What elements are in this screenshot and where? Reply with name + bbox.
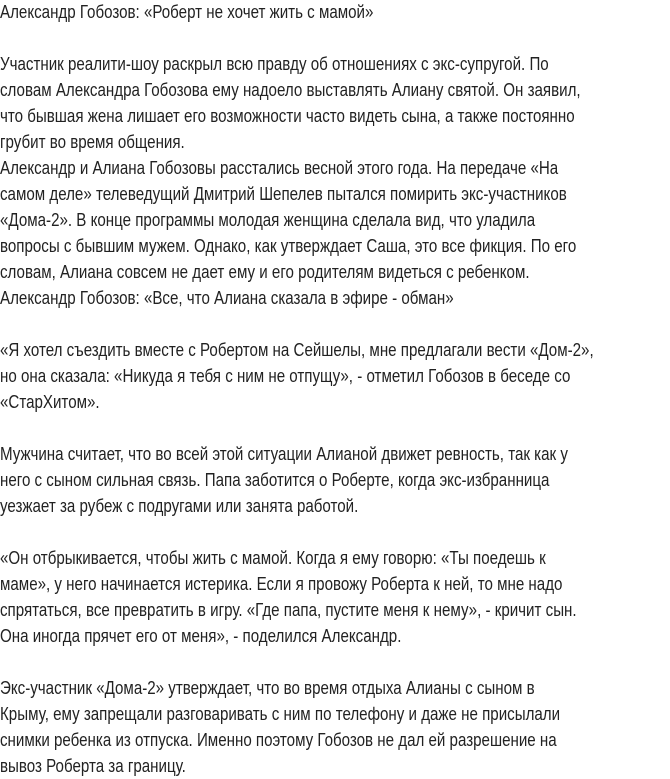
paragraph-line: словам Александра Гобозова ему надоело выставлять Алиану святой. Он заявил,	[0, 80, 581, 100]
paragraph-line: «СтарХитом».	[0, 392, 100, 412]
paragraph-line: самом деле» телеведущий Дмитрий Шепелев пытался помирить экс-участников	[0, 184, 567, 204]
spacer	[0, 311, 670, 337]
paragraph-1	[0, 51, 670, 311]
paragraph-line: маме», у него начинается истерика. Если я провожу Роберта к ней, то мне надо	[0, 574, 563, 594]
paragraph-line: снимки ребенка из отпуска. Именно поэтому Гобозов не дал ей разрешение на	[0, 730, 557, 750]
paragraph-line: «Дома-2». В конце программы молодая женщина сделала вид, что уладила	[0, 210, 536, 230]
paragraph-line: Мужчина считает, что во всей этой ситуации Алианой движет ревность, так как у	[0, 444, 568, 464]
paragraph-line: уезжает за рубеж с подругами или занята работой.	[0, 496, 359, 516]
spacer	[0, 25, 670, 51]
spacer	[0, 519, 670, 545]
paragraph-line: Она иногда прячет его от меня», - поделился Александр.	[0, 626, 402, 646]
subheading-quote: Александр Гобозов: «Все, что Алиана сказала в эфире - обман»	[0, 288, 454, 308]
paragraph-line: Александр и Алиана Гобозовы расстались весной этого года. На передаче «На	[0, 158, 559, 178]
paragraph-line: вопросы с бывшим мужем. Однако, как утверждает Саша, это все фикция. По его	[0, 236, 577, 256]
spacer	[0, 649, 670, 675]
paragraph-3	[0, 441, 670, 519]
paragraph-line: Участник реалити-шоу раскрыл всю правду об отношениях с экс-супругой. По	[0, 54, 549, 74]
paragraph-line: словам, Алиана совсем не дает ему и его родителям видеться с ребенком.	[0, 262, 530, 282]
paragraph-line: грубит во время общения.	[0, 132, 185, 152]
paragraph-line: Крыму, ему запрещали разговаривать с ним по телефону и даже не присылали	[0, 704, 561, 724]
paragraph-4	[0, 545, 670, 649]
paragraph-2	[0, 337, 670, 415]
paragraph-5	[0, 675, 670, 779]
paragraph-line: «Я хотел съездить вместе с Робертом на Сейшелы, мне предлагали вести «Дом-2»,	[0, 340, 594, 360]
paragraph-line: Экс-участник «Дома-2» утверждает, что во время отдыха Алианы с сыном в	[0, 678, 535, 698]
spacer	[0, 415, 670, 441]
paragraph-line: вывоз Роберта за границу.	[0, 756, 186, 776]
paragraph-line: что бывшая жена лишает его возможности часто видеть сына, а также постоянно	[0, 106, 575, 126]
paragraph-line: спрятаться, все превратить в игру. «Где папа, пустите меня к нему», - кричит сын.	[0, 600, 577, 620]
paragraph-line: «Он отбрыкивается, чтобы жить с мамой. Когда я ему говорю: «Ты поедешь к	[0, 548, 546, 568]
article-title: Александр Гобозов: «Роберт не хочет жить с мамой»	[0, 2, 374, 22]
paragraph-line: него с сыном сильная связь. Папа заботится о Роберте, когда экс-избранница	[0, 470, 550, 490]
paragraph-line: но она сказала: «Никуда я тебя с ним не отпущу», - отметил Гобозов в беседе со	[0, 366, 571, 386]
